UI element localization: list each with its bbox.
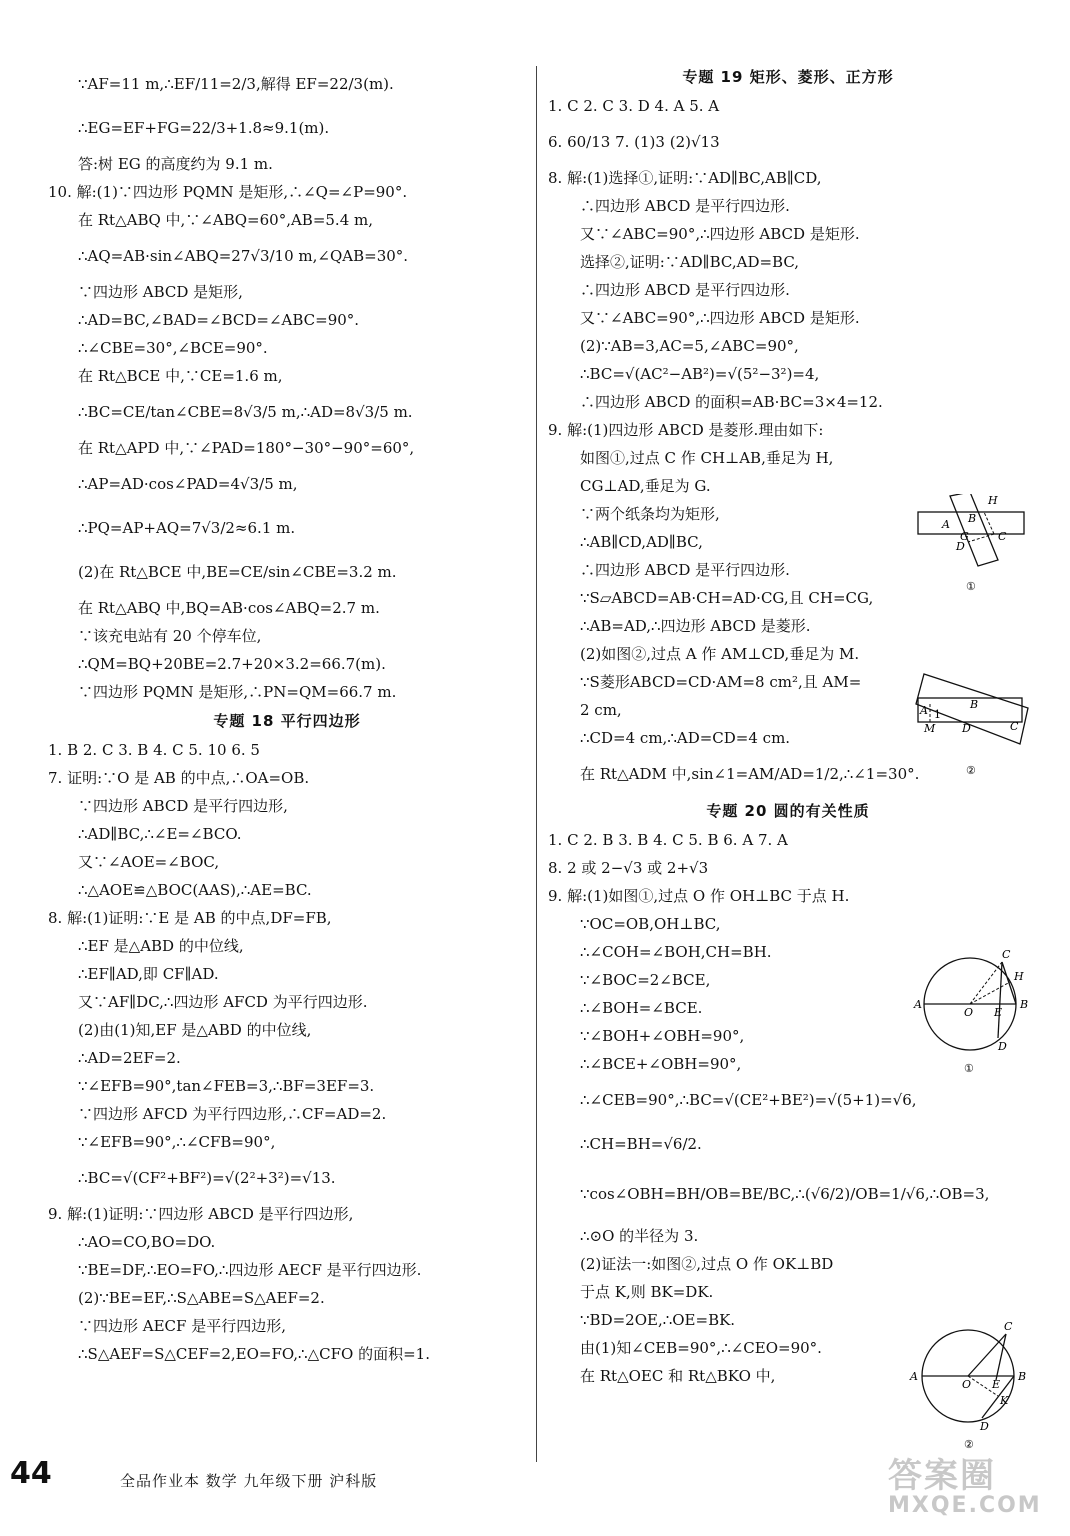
text-line: ∴CD=4 cm,∴AD=CD=4 cm. [580,729,791,747]
text-line: (2)∵BE=EF,∴S△ABE=S△AEF=2. [78,1289,325,1307]
circ2-label-A: A [910,1370,918,1383]
circ2-label-O: O [962,1378,972,1391]
text-line: 1. C 2. B 3. B 4. C 5. B 6. A 7. A [548,831,788,849]
text-line: 在 Rt△ABQ 中,∵∠ABQ=60°,AB=5.4 m, [78,211,373,229]
text-line: 答:树 EG 的高度约为 9.1 m. [78,155,273,173]
text-line: ∴∠CBE=30°,∠BCE=90°. [78,339,268,357]
figure-circle-2 [906,1320,1036,1452]
text-line: (2)如图②,过点 A 作 AM⊥CD,垂足为 M. [580,645,860,663]
text-line: ∴⊙O 的半径为 3. [580,1227,699,1245]
circ1-label-D: D [998,1040,1007,1053]
text-line: 在 Rt△ABQ 中,BQ=AB·cos∠ABQ=2.7 m. [78,599,380,617]
circ1-label-num: ① [964,1062,974,1075]
text-line: 选择②,证明:∵AD∥BC,AD=BC, [580,253,800,271]
text-line: 9. 解:(1)四边形 ABCD 是菱形.理由如下: [548,421,824,439]
text-line: 2 cm, [580,701,622,719]
fig1-label-D: D [956,540,965,553]
section-heading: 专题 20 圆的有关性质 [706,802,870,820]
text-line: 在 Rt△OEC 和 Rt△BKO 中, [580,1367,776,1385]
watermark-text: 答案圈 [888,1456,996,1496]
text-line: ∴EF∥AD,即 CF∥AD. [78,965,219,983]
text-line: ∴四边形 ABCD 的面积=AB·BC=3×4=12. [580,393,883,411]
fig2-label-C: C [1010,720,1019,733]
fig2-label-D: D [962,722,971,735]
text-line: ∵∠BOC=2∠BCE, [580,971,711,989]
watermark-url: MXQE.COM [888,1493,1042,1518]
fig1-label-C: C [998,530,1007,543]
text-line: ∵四边形 AECF 是平行四边形, [78,1317,286,1335]
text-line: (2)证法一:如图②,过点 O 作 OK⊥BD [580,1255,834,1273]
text-line: 8. 2 或 2−√3 或 2+√3 [548,859,709,877]
text-line: ∴S△AEF=S△CEF=2,EO=FO,∴△CFO 的面积=1. [78,1345,430,1363]
text-line: 在 Rt△BCE 中,∵CE=1.6 m, [78,367,283,385]
text-line: 又∵∠ABC=90°,∴四边形 ABCD 是矩形. [580,225,860,243]
text-line: ∴∠BOH=∠BCE. [580,999,703,1017]
circ1-label-C: C [1002,948,1011,961]
text-line: (2)由(1)知,EF 是△ABD 的中位线, [78,1021,312,1039]
text-line: ∵S▱ABCD=AB·CH=AD·CG,且 CH=CG, [580,589,874,607]
text-line: 1. B 2. C 3. B 4. C 5. 10 6. 5 [48,741,260,759]
fig2-label-num: ② [966,764,976,777]
text-line: ∵四边形 ABCD 是矩形, [78,283,243,301]
fig2-label-B: B [970,698,979,711]
text-line: ∴PQ=AP+AQ=7√3/2≈6.1 m. [78,519,296,537]
text-line: ∴AO=CO,BO=DO. [78,1233,216,1251]
text-line: CG⊥AD,垂足为 G. [580,477,711,495]
text-line: ∴BC=√(AC²−AB²)=√(5²−3²)=4, [580,365,820,383]
text-line: ∵∠EFB=90°,tan∠FEB=3,∴BF=3EF=3. [78,1077,375,1095]
text-line: 8. 解:(1)选择①,证明:∵AD∥BC,AB∥CD, [548,169,822,187]
text-line: 于点 K,则 BK=DK. [580,1283,714,1301]
fig1-label-A: A [942,518,950,531]
text-line: ∴AQ=AB·sin∠ABQ=27√3/10 m,∠QAB=30°. [78,247,409,265]
text-line: ∴∠COH=∠BOH,CH=BH. [580,943,772,961]
fig1-label-H: H [988,494,998,507]
text-line: ∵∠BOH+∠OBH=90°, [580,1027,745,1045]
circ1-label-E: E [994,1006,1003,1019]
text-line: 7. 证明:∵O 是 AB 的中点,∴OA=OB. [48,769,310,787]
section-heading: 专题 18 平行四边形 [213,712,361,730]
text-line: ∴AD∥BC,∴∠E=∠BCO. [78,825,242,843]
text-line: ∴AB∥CD,AD∥BC, [580,533,703,551]
fig1-label-B: B [968,512,977,525]
text-line: (2)∵AB=3,AC=5,∠ABC=90°, [580,337,799,355]
text-line: 9. 解:(1)证明:∵四边形 ABCD 是平行四边形, [48,1205,354,1223]
text-line: ∴AB=AD,∴四边形 ABCD 是菱形. [580,617,811,635]
circ2-label-B: B [1018,1370,1027,1383]
text-line: ∵S菱形ABCD=CD·AM=8 cm²,且 AM= [580,673,862,691]
circ2-label-C: C [1004,1320,1013,1333]
text-line: ∴∠CEB=90°,∴BC=√(CE²+BE²)=√(5+1)=√6, [580,1091,917,1109]
text-line: ∴△AOE≌△BOC(AAS),∴AE=BC. [78,881,312,899]
text-line: 又∵∠AOE=∠BOC, [78,853,220,871]
text-line: (2)在 Rt△BCE 中,BE=CE/sin∠CBE=3.2 m. [78,563,397,581]
fig1-label-G: G [960,530,969,543]
fig2-label-A: A [920,704,928,717]
text-line: ∴四边形 ABCD 是平行四边形. [580,197,790,215]
figure-strips-2 [910,664,1034,780]
text-line: ∴四边形 ABCD 是平行四边形. [580,561,790,579]
text-line: ∴AP=AD·cos∠PAD=4√3/5 m, [78,475,298,493]
text-line: ∴EG=EF+FG=22/3+1.8≈9.1(m). [78,119,330,137]
text-line: ∴QM=BQ+20BE=2.7+20×3.2=66.7(m). [78,655,386,673]
text-line: 6. 60/13 7. (1)3 (2)√13 [548,133,720,151]
circ1-label-H: H [1014,970,1024,983]
section-heading: 专题 19 矩形、菱形、正方形 [682,68,894,86]
text-line: 在 Rt△APD 中,∵∠PAD=180°−30°−90°=60°, [78,439,415,457]
circ2-label-num: ② [964,1438,974,1451]
text-line: ∵四边形 AFCD 为平行四边形,∴CF=AD=2. [78,1105,387,1123]
text-line: ∵AF=11 m,∴EF/11=2/3,解得 EF=22/3(m). [78,75,394,93]
figure-strips-1 [912,494,1032,598]
circ2-label-K: K [1000,1394,1009,1407]
text-line: ∴BC=√(CF²+BF²)=√(2²+3²)=√13. [78,1169,336,1187]
text-line: ∵两个纸条均为矩形, [580,505,720,523]
text-line: ∴∠BCE+∠OBH=90°, [580,1055,742,1073]
watermark [888,1448,1042,1518]
text-line: ∵四边形 ABCD 是平行四边形, [78,797,288,815]
text-line: 又∵AF∥DC,∴四边形 AFCD 为平行四边形. [78,993,368,1011]
text-line: ∵OC=OB,OH⊥BC, [580,915,721,933]
text-line: 又∵∠ABC=90°,∴四边形 ABCD 是矩形. [580,309,860,327]
book-title: 全品作业本 数学 九年级下册 沪科版 [120,1472,378,1490]
circ1-label-O: O [964,1006,974,1019]
circ1-label-A: A [914,998,922,1011]
text-line: ∴EF 是△ABD 的中位线, [78,937,244,955]
text-line: ∴AD=2EF=2. [78,1049,181,1067]
circ2-label-D: D [980,1420,989,1433]
fig2-label-1: 1 [934,708,941,721]
text-line: ∴AD=BC,∠BAD=∠BCD=∠ABC=90°. [78,311,360,329]
text-line: ∴BC=CE/tan∠CBE=8√3/5 m,∴AD=8√3/5 m. [78,403,413,421]
fig2-label-M: M [924,722,936,735]
text-line: ∴四边形 ABCD 是平行四边形. [580,281,790,299]
text-line: ∵cos∠OBH=BH/OB=BE/BC,∴(√6/2)/OB=1/√6,∴OB=3, [580,1185,990,1203]
text-line: ∵BD=2OE,∴OE=BK. [580,1311,736,1329]
text-line: ∵该充电站有 20 个停车位, [78,627,262,645]
column-divider [536,66,537,1462]
text-line: ∵∠EFB=90°,∴∠CFB=90°, [78,1133,276,1151]
text-line: 在 Rt△ADM 中,sin∠1=AM/AD=1/2,∴∠1=30°. [580,765,920,783]
text-line: ∵四边形 PQMN 是矩形,∴PN=QM=66.7 m. [78,683,397,701]
text-line: ∴CH=BH=√6/2. [580,1135,702,1153]
circ1-label-B: B [1020,998,1029,1011]
text-line: 9. 解:(1)如图①,过点 O 作 OH⊥BC 于点 H. [548,887,850,905]
text-line: 如图①,过点 C 作 CH⊥AB,垂足为 H, [580,449,834,467]
text-line: 8. 解:(1)证明:∵E 是 AB 的中点,DF=FB, [48,909,332,927]
text-line: 10. 解:(1)∵四边形 PQMN 是矩形,∴∠Q=∠P=90°. [48,183,408,201]
left-column [48,62,526,1368]
text-line: ∵BE=DF,∴EO=FO,∴四边形 AECF 是平行四边形. [78,1261,422,1279]
figure-circle-1 [910,946,1040,1078]
text-line: 由(1)知∠CEB=90°,∴∠CEO=90°. [580,1339,822,1357]
fig1-label-num: ① [966,580,976,593]
circ2-label-E: E [992,1378,1001,1391]
page-number: 44 [10,1456,52,1491]
text-line: 1. C 2. C 3. D 4. A 5. A [548,97,720,115]
